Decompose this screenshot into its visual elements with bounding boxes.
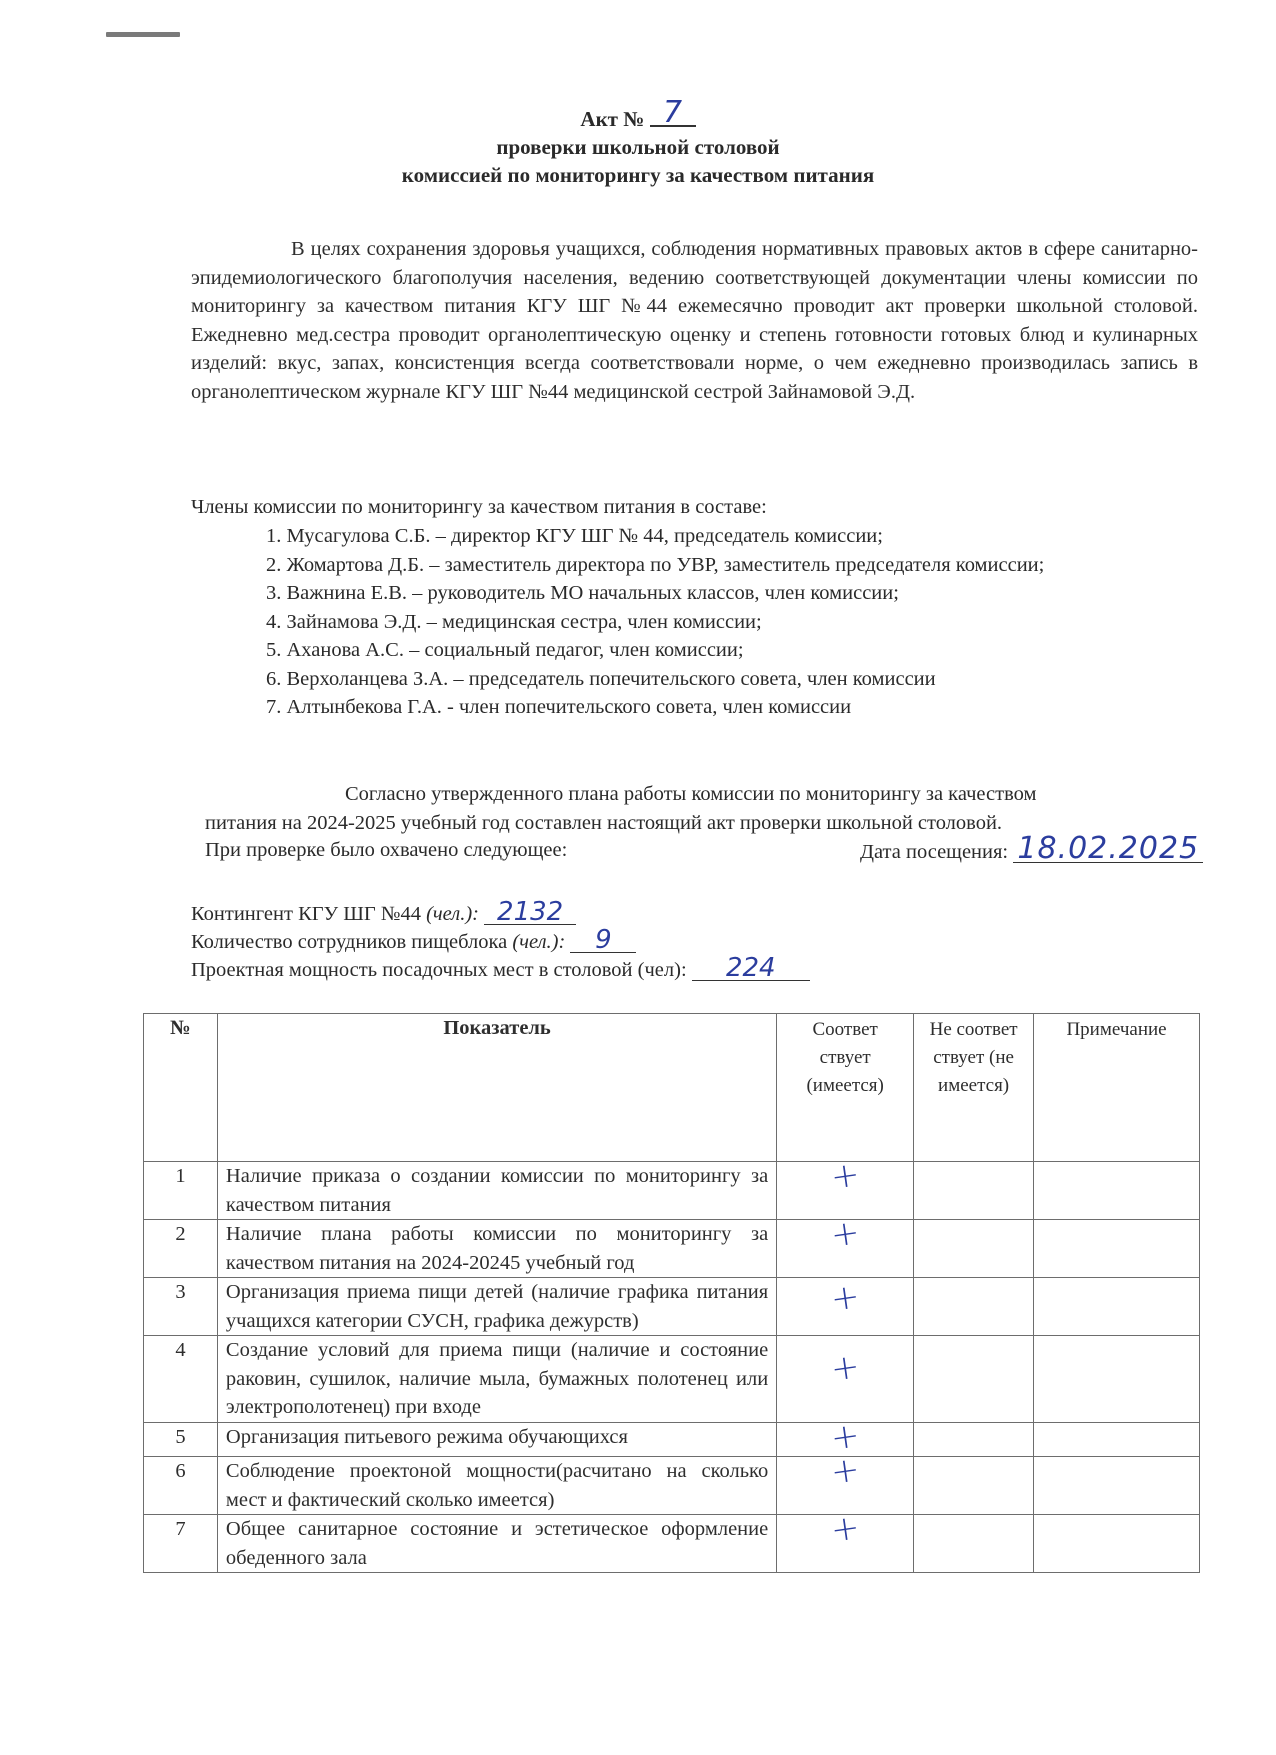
act-number-handwritten: 7 (650, 101, 696, 127)
header-num: № (144, 1014, 218, 1162)
member-item: 5. Аханова А.С. – социальный педагог, член комиссии; (266, 639, 744, 661)
header-note: Примечание (1034, 1014, 1200, 1162)
row-complies (777, 1212, 914, 1278)
row-indicator: Наличие приказа о создании комиссии по мониторингу за качеством питания (217, 1162, 776, 1220)
table-row (144, 1278, 1200, 1336)
row-not-complies (914, 1515, 1034, 1573)
contingent-value: 2132 (484, 900, 576, 925)
member-item: 3. Важнина Е.В. – руководитель МО начальных классов, член комиссии; (266, 582, 899, 604)
row-indicator: Общее санитарное состояние и эстетическое оформление обеденного зала (217, 1515, 776, 1573)
row-complies (777, 1507, 914, 1573)
table-row (144, 1422, 1200, 1457)
row-note (1034, 1422, 1200, 1457)
row-indicator: Создание условий для приема пищи (наличие и состояние раковин, сушилок, наличие мыла, бумажных полотенец или электрополотенец) при входе (217, 1336, 776, 1423)
contingent-label: Контингент КГУ ШГ №44 (191, 903, 421, 925)
row-note (1034, 1162, 1200, 1220)
table-row (144, 1515, 1200, 1573)
row-complies (777, 1278, 914, 1336)
member-item: 6. Верхоланцева З.А. – председатель попечительского совета, член комиссии (266, 667, 936, 690)
check-plus-icon: + (828, 1276, 863, 1320)
row-num: 7 (144, 1515, 218, 1573)
plan-line-2: питания на 2024-2025 учебный год составлен настоящий акт проверки школьной столовой. (205, 811, 1003, 834)
member-item: 1. Мусагулова С.Б. – директор КГУ ШГ № 44, председатель комиссии; (266, 525, 883, 547)
row-complies (777, 1336, 914, 1423)
row-not-complies (914, 1336, 1034, 1423)
covered-label: При проверке было охвачено следующее: (205, 839, 568, 861)
table-row (144, 1162, 1200, 1220)
contingent-unit: (чел.): (426, 903, 479, 925)
capacity-value: 224 (692, 956, 810, 981)
row-num: 4 (144, 1336, 218, 1423)
member-item: 7. Алтынбекова Г.А. - член попечительского совета, член комиссии (266, 696, 852, 718)
staff-row (191, 925, 810, 956)
check-plus-icon: + (828, 1346, 863, 1390)
row-num: 6 (144, 1457, 218, 1515)
plan-line-1: Согласно утвержденного плана работы комиссии по мониторингу за качеством (345, 783, 1037, 805)
header-indicator: Показатель (217, 1014, 776, 1162)
table-row (144, 1457, 1200, 1515)
row-num: 1 (144, 1162, 218, 1220)
row-note (1034, 1278, 1200, 1336)
document-title (0, 95, 1276, 189)
row-complies (777, 1154, 914, 1220)
members-heading: Члены комиссии по мониторингу за качеством питания в составе: (191, 496, 767, 518)
row-not-complies (914, 1162, 1034, 1220)
act-label: Акт № (580, 107, 645, 131)
check-plus-icon: + (828, 1212, 863, 1256)
check-plus-icon: + (828, 1414, 863, 1459)
row-note (1034, 1515, 1200, 1573)
row-note (1034, 1336, 1200, 1423)
header-complies: Соответ ствует (имеется) (777, 1014, 914, 1162)
member-item: 4. Зайнамова Э.Д. – медицинская сестра, член комиссии; (266, 610, 762, 633)
visit-date-label: Дата посещения: (860, 841, 1009, 863)
row-note (1034, 1220, 1200, 1278)
contingent-row (191, 897, 810, 928)
row-indicator: Организация питьевого режима обучающихся (217, 1422, 776, 1457)
scan-artifact-mark (106, 32, 180, 37)
row-num: 2 (144, 1220, 218, 1278)
row-note (1034, 1457, 1200, 1515)
table-header-row (144, 1014, 1200, 1162)
row-not-complies (914, 1220, 1034, 1278)
capacity-row (191, 953, 810, 984)
table-row (144, 1336, 1200, 1423)
row-indicator: Организация приема пищи детей (наличие графика питания учащихся категории СУСН, графика дежурств) (217, 1278, 776, 1336)
members-list (266, 522, 1126, 722)
row-num: 3 (144, 1278, 218, 1336)
row-not-complies (914, 1457, 1034, 1515)
act-title-line (0, 95, 1276, 133)
visit-date-value: 18.02.2025 (1013, 836, 1203, 863)
capacity-label: Проектная мощность посадочных мест в столовой (чел): (191, 959, 687, 981)
header-not-complies: Не соответ ствует (не имеется) (914, 1014, 1034, 1162)
inspection-table (143, 1013, 1200, 1573)
covered-row (205, 831, 1235, 866)
check-plus-icon: + (828, 1449, 863, 1493)
row-indicator: Наличие плана работы комиссии по мониторингу за качеством питания на 2024-20245 учебный год (217, 1220, 776, 1278)
table-row (144, 1220, 1200, 1278)
row-not-complies (914, 1422, 1034, 1457)
act-subtitle-2: комиссией по мониторингу за качеством питания (401, 163, 875, 187)
stats-block (191, 897, 810, 984)
act-subtitle-1: проверки школьной столовой (496, 135, 780, 159)
staff-unit: (чел.): (512, 931, 566, 953)
check-plus-icon: + (828, 1507, 863, 1551)
row-indicator: Соблюдение проектоной мощности(расчитано на сколько мест и фактический сколько имеется) (217, 1457, 776, 1515)
visit-date (860, 831, 1203, 866)
row-complies (777, 1449, 914, 1515)
member-item: 2. Жомартова Д.Б. – заместитель директора по УВР, заместитель председателя комиссии; (266, 553, 1045, 576)
plan-paragraph (205, 780, 1205, 837)
staff-value: 9 (570, 928, 636, 953)
intro-paragraph: В целях сохранения здоровья учащихся, соблюдения нормативных правовых актов в сфере санитарно-эпидемиологического благополучия населения, ведению соответствующей документации члены комиссии по мониторингу за качеством питания КГУ ШГ №44 ежемесячно проводит акт проверки школьной столовой. Ежедневно мед.сестра проводит органолептическую оценку и степень готовности готовых блюд и кулинарных изделий: вкус, запах, консистенция всегда соответствовали норме, о чем ежедневно производилась запись в органолептическом журнале КГУ ШГ №44 медицинской сестрой Зайнамовой Э.Д. (191, 238, 1198, 403)
row-num: 5 (144, 1422, 218, 1457)
check-plus-icon: + (828, 1154, 863, 1198)
row-not-complies (914, 1278, 1034, 1336)
staff-label: Количество сотрудников пищеблока (191, 931, 508, 953)
